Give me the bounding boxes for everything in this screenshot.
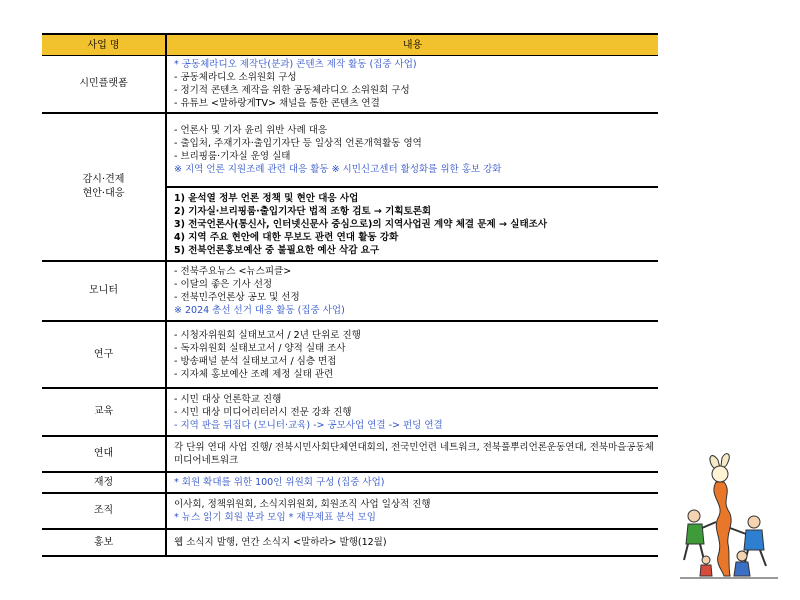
monitor-content (167, 263, 658, 319)
research-content (167, 327, 658, 383)
list-item: - 시민 대상 언론학교 진행 (174, 393, 282, 405)
category-finance: 재정 (42, 472, 166, 493)
table-row (42, 388, 658, 436)
category-research: 연구 (42, 321, 166, 388)
watch-content-2 (167, 190, 658, 259)
category-education: 교육 (42, 388, 166, 436)
list-item: - 정기적 콘텐츠 제작을 위한 공동체라디오 소위원회 구성 (174, 85, 410, 96)
people-pulling-turnip-icon (678, 452, 782, 582)
list-item: - 지역 판을 뒤집다 (모니터·교육) -> 공모사업 연결 -> 펀딩 연결 (174, 419, 443, 431)
list-item: - 브리핑룸·기자실 운영 실태 (174, 151, 291, 162)
table-row (42, 56, 658, 114)
table-row (42, 436, 658, 472)
header-content: 내용 (166, 34, 658, 56)
category-monitor: 모니터 (42, 261, 166, 321)
list-item: - 시민 대상 미디어리터러시 전문 강좌 진행 (174, 406, 352, 418)
platform-content (167, 56, 658, 112)
category-pr: 홍보 (42, 529, 166, 556)
category-watch: 감시·견제 현안·대응 (42, 113, 166, 261)
organization-content (167, 496, 658, 526)
table-row (42, 529, 658, 556)
list-item: - 전북주요뉴스 <뉴스피클> (174, 266, 292, 277)
list-item: ※ 지역 언론 지원조례 관련 대응 활동 ※ 시민신고센터 활성화를 위한 홍보 강화 (174, 164, 502, 175)
list-item: - 출입처, 주재기자·출입기자단 등 일상적 언론개혁활동 영역 (174, 138, 422, 149)
list-item: - 시청자위원회 실태보고서 / 2년 단위로 진행 (174, 329, 361, 341)
list-item: 4) 지역 주요 현안에 대한 무보도 관련 연대 활동 강화 (174, 231, 399, 243)
category-organization: 조직 (42, 493, 166, 529)
list-item: * 공동체라디오 제작단(분과) 콘텐츠 제작 활동 (집중 사업) (174, 59, 417, 70)
list-item: 1) 윤석열 정부 언론 정책 및 현안 대응 사업 (174, 192, 359, 204)
category-solidarity: 연대 (42, 436, 166, 472)
table-row (42, 493, 658, 529)
pr-text: 웹 소식지 발행, 연간 소식지 <말하라> 발행(12월) (174, 537, 387, 548)
business-plan-table (42, 33, 658, 557)
list-item: - 지자체 홍보예산 조례 제정 실태 관련 (174, 368, 334, 380)
education-content (167, 391, 658, 434)
list-item: ※ 2024 총선 선거 대응 활동 (집중 사업) (174, 305, 345, 316)
table-row (42, 472, 658, 493)
list-item: 이사회, 정책위원회, 소식지위원회, 회원조직 사업 일상적 진행 (174, 499, 431, 510)
list-item: - 공동체라디오 소위원회 구성 (174, 72, 297, 83)
list-item: - 전북민주언론상 공모 및 선정 (174, 292, 300, 303)
list-item: 3) 전국언론사(통신사, 인터넷신문사 중심으로)의 지역사업권 계약 체결 문제 → 실태조사 (174, 218, 547, 230)
list-item: * 뉴스 읽기 회원 분과 모임 * 재무제표 분석 모임 (174, 512, 376, 523)
header-business-name: 사업 명 (42, 34, 166, 56)
table-row (42, 261, 658, 321)
list-item: - 유튜브 <말하랑게TV> 채널을 통한 콘텐츠 연결 (174, 98, 380, 109)
solidarity-text: 각 단위 연대 사업 진행/ 전북시민사회단체연대회의, 전국민언련 네트워크, 전북풀뿌리언론운동연대, 전북마을공동체미디어네트워크 (174, 442, 654, 466)
list-item: - 이달의 좋은 기사 선정 (174, 279, 273, 290)
watch-content-1 (167, 122, 658, 178)
list-item: - 방송패널 분석 실태보고서 / 심층 면접 (174, 355, 337, 367)
finance-text: * 회원 확대를 위한 100인 위원회 구성 (집중 사업) (174, 477, 385, 488)
category-platform: 시민플랫폼 (42, 56, 166, 114)
table-row (42, 113, 658, 187)
table-row (42, 321, 658, 388)
list-item: 5) 전북언론홍보예산 중 불필요한 예산 삭감 요구 (174, 244, 380, 256)
list-item: - 독자위원회 실태보고서 / 양적 실태 조사 (174, 342, 346, 354)
list-item: - 언론사 및 기자 윤리 위반 사례 대응 (174, 125, 328, 136)
list-item: 2) 기자실·브리핑룸·출입기자단 법적 조항 검토 → 기획토론회 (174, 205, 432, 217)
